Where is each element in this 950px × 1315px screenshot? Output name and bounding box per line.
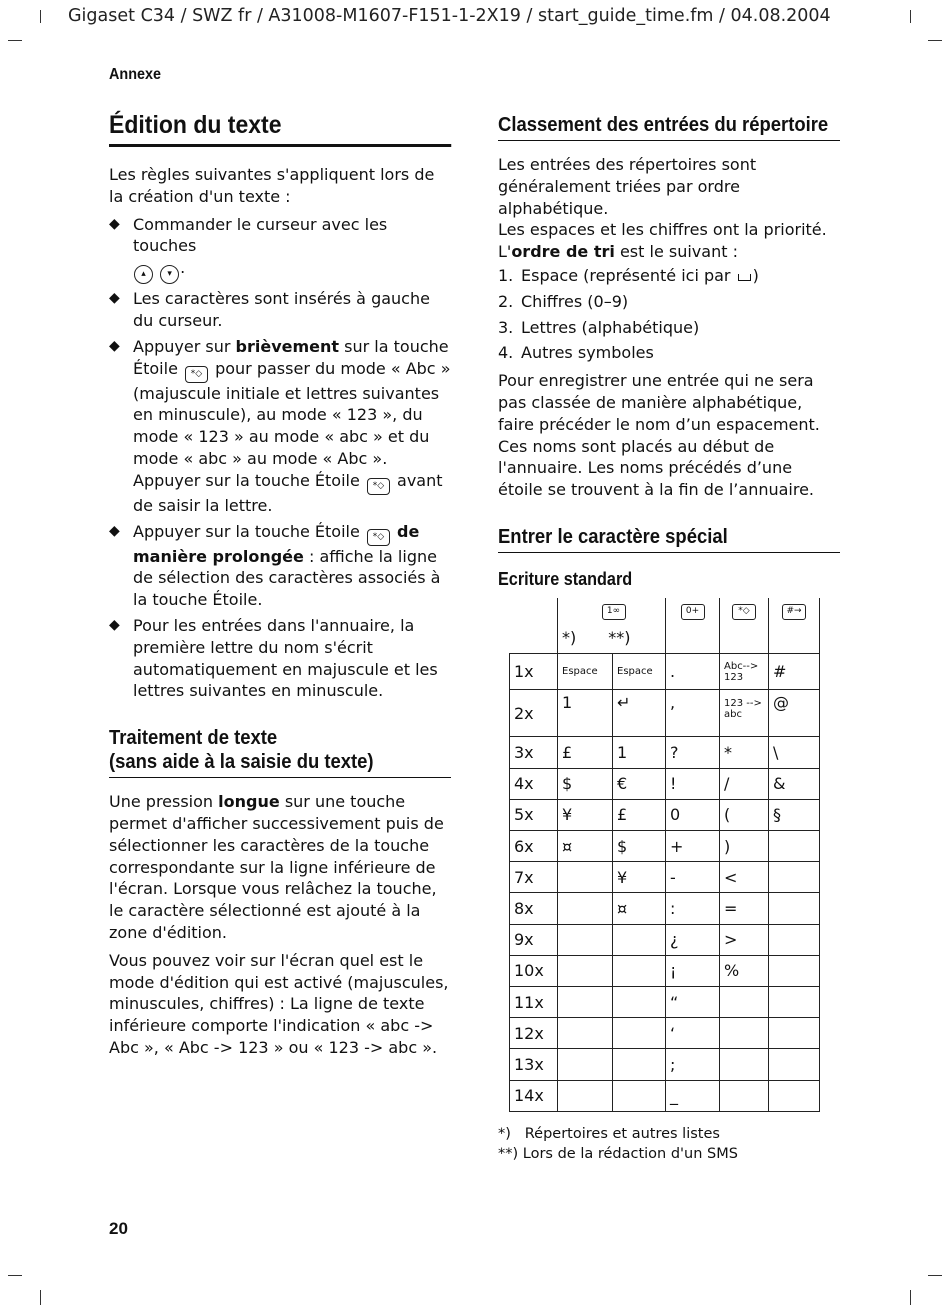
left-column [109, 110, 451, 1065]
diamond-bullet-icon: ◆ [109, 337, 120, 354]
rules-list [109, 214, 451, 703]
right-column [498, 110, 840, 1164]
star-key-icon: *◇ [367, 529, 390, 546]
crop-mark [910, 1290, 911, 1305]
table-header-row: 1∞ *) **) 0+ *◇ #→ [510, 598, 820, 654]
nav-key-down-icon: ▾ [160, 265, 179, 284]
intro-paragraph: Les règles suivantes s'appliquent lors de la création d'un texte : [109, 165, 435, 206]
crop-mark [928, 1275, 942, 1276]
table-row: 7x ¥ - < [510, 862, 820, 893]
table-row: 14x _ [510, 1080, 820, 1111]
diamond-bullet-icon: ◆ [109, 616, 120, 633]
paragraph-mode: Vous pouvez voir sur l'écran quel est le mode d'édition qui est activé (majuscules, minuscules, chiffres) : La ligne de texte inférieure comporte l'indication « abc -> Abc », « Abc -> 123 » ou « 123 -> abc ». [109, 950, 449, 1057]
table-row: 10x ¡ % [510, 955, 820, 986]
paragraph-ordre: L'ordre de tri est le suivant : [498, 242, 738, 262]
paragraph-tri: Les entrées des répertoires sont généralement triées par ordre alphabétique. [498, 155, 757, 218]
hash-key-icon: #→ [782, 604, 806, 620]
list-item: 3. Lettres (alphabétique) [498, 317, 700, 337]
table-row: 6x ¤ $ + ) [510, 831, 820, 862]
paragraph-espacement: Pour enregistrer une entrée qui ne sera pas classée de manière alphabétique, faire précéder le nom d’un espacement. Ces noms sont placés au début de l'annuaire. Les noms précédés d’une étoile se trouvent à la fin de l’annuaire. [498, 371, 820, 500]
diamond-bullet-icon: ◆ [109, 215, 120, 232]
star-key-icon: *◇ [367, 478, 390, 495]
paragraph-longue: Une pression longue sur une touche permet d'afficher successivement puis de sélectionner les caractères de la touche correspondante sur la ligne inférieure de l'écran. Lorsque vous relâchez la touche, le caractère sélectionné est ajouté à la zone d'édition. [109, 792, 444, 942]
section-title-classement: Classement des entrées du répertoire [498, 113, 840, 141]
crop-mark [928, 40, 942, 41]
table-row: 11x “ [510, 986, 820, 1017]
paragraph-priorite: Les espaces et les chiffres ont la priorité. [498, 220, 827, 240]
space-symbol-icon [738, 274, 751, 281]
table-row: 13x ; [510, 1049, 820, 1080]
table-row: 3x £ 1 ? * \ [510, 737, 820, 768]
list-item: 4. Autres symboles [498, 343, 654, 363]
section-tag: Annexe [109, 66, 162, 83]
list-item: ◆ Commander le curseur avec les touches ▴ ▾ . [109, 214, 451, 285]
section-title-traitement: Traitement de texte (sans aide à la saisie du texte) [109, 726, 451, 778]
crop-mark [910, 10, 911, 23]
nav-key-up-icon: ▴ [134, 265, 153, 284]
diamond-bullet-icon: ◆ [109, 522, 120, 539]
list-item: ◆ Appuyer sur brièvement sur la touche Étoile *◇ pour passer du mode « Abc » (majuscule initiale et lettres suivantes en minuscule), au mode « 123 », du mode « 123 » au mode « abc » et du mode « abc » au mode « Abc ». Appuyer sur la touche Étoile *◇ avant de saisir la lettre. [109, 336, 451, 515]
table-row: 12x ‘ [510, 1018, 820, 1049]
star-key-icon: *◇ [732, 604, 756, 620]
key-1-icon: 1∞ [602, 604, 626, 620]
section-title-caractere: Entrer le caractère spécial [498, 525, 840, 553]
special-characters-table [509, 598, 820, 1112]
diamond-bullet-icon: ◆ [109, 290, 120, 307]
footnote-star: *) Répertoires et autres listes [498, 1125, 720, 1142]
table-row: 4x $ € ! / & [510, 768, 820, 799]
sort-order-list [498, 265, 840, 364]
table-footnotes [498, 1124, 840, 1164]
subsection-title-ecriture: Ecriture standard [498, 568, 633, 589]
footnote-double-star: **) Lors de la rédaction d'un SMS [498, 1145, 738, 1162]
crop-mark [8, 1275, 22, 1276]
page-header: Gigaset C34 / SWZ fr / A31008-M1607-F151-1-2X19 / start_guide_time.fm / 04.08.2004 [68, 6, 831, 26]
table-row: 9x ¿ > [510, 924, 820, 955]
table-row: 2x 1 ↵ , 123 --> abc @ [510, 690, 820, 737]
list-item: 2. Chiffres (0–9) [498, 291, 629, 311]
table-row: 1x Espace Espace . Abc--> 123 # [510, 654, 820, 690]
crop-mark [40, 10, 41, 23]
table-row: 8x ¤ : = [510, 893, 820, 924]
section-title-edition: Édition du texte [109, 110, 451, 147]
list-item: 1. Espace (représenté ici par ) [498, 265, 759, 285]
list-item: ◆ Pour les entrées dans l'annuaire, la première lettre du nom s'écrit automatiquement en majuscule et les lettres suivantes en minuscule. [109, 615, 438, 701]
page-number: 20 [109, 1219, 128, 1238]
key-0-icon: 0+ [681, 604, 705, 620]
star-key-icon: *◇ [185, 366, 208, 383]
table-row: 5x ¥ £ 0 ( § [510, 799, 820, 830]
crop-mark [40, 1290, 41, 1305]
list-item: ◆ Les caractères sont insérés à gauche du curseur. [109, 289, 430, 330]
list-item: ◆ Appuyer sur la touche Étoile *◇ de manière prolongée : affiche la ligne de sélection des caractères associés à la touche Étoile. [109, 521, 441, 610]
crop-mark [8, 40, 22, 41]
